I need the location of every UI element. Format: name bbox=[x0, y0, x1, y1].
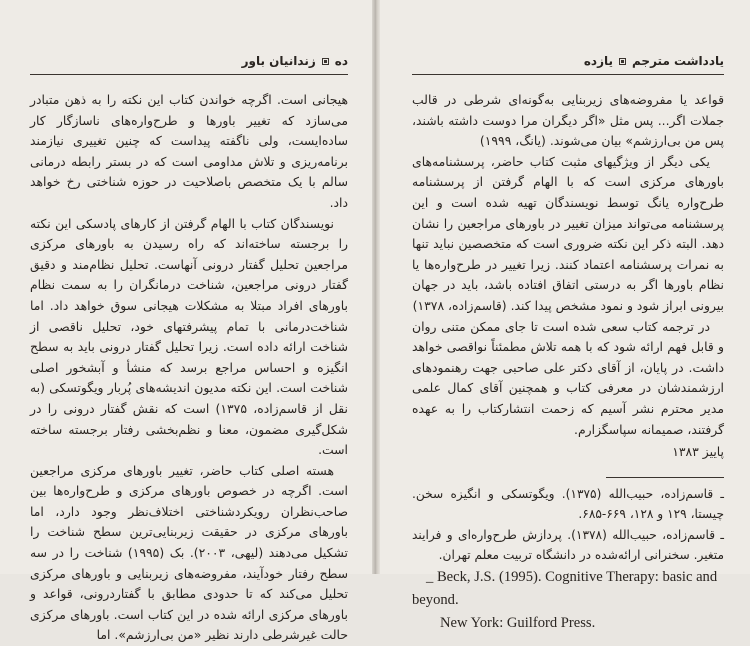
right-page bbox=[380, 0, 750, 632]
right-running-title: یادداشت مترجم bbox=[632, 54, 724, 68]
date-line: پاییز ۱۳۸۳ bbox=[672, 444, 724, 460]
left-running-head bbox=[30, 50, 348, 72]
right-running-head bbox=[412, 50, 724, 72]
reference-item-latin-continuation: New York: Guilford Press. bbox=[440, 615, 596, 632]
ornament-square-icon bbox=[322, 58, 329, 65]
right-page-number: یازده bbox=[583, 54, 614, 68]
reference-item: ـ قاسم‌زاده، حبیب‌الله (۱۳۷۵). ویگوتسکی و انگیزه سخن. چیستا، ۱۲۹ و ۱۲۸، ۶۶۹-۶۸۵. bbox=[412, 486, 724, 522]
right-header-rule bbox=[412, 74, 724, 75]
left-page-number: ده bbox=[334, 54, 348, 68]
left-header-rule bbox=[30, 74, 348, 75]
paragraph: هسته اصلی کتاب حاضر، تغییر باورهای مرکزی مراجعین است. اگرچه در خصوص باورهای مرکزی و طرح‌واره‌ها بین صاحب‌نظران رویکردشناختی اختلاف‌نظر وجود دارد، اما باورهای مرکزی در حقیقت زیربنایی‌ترین سطح شناخت را تشکیل می‌دهند (لیهی، ۲۰۰۳). بک (۱۹۹۵) شناخت را در سه سطح رفتار خودآیند، مفروضه‌های زیربنایی و باورهای مرکزی تحلیل می‌کند که تا حدودی مطابق با گفتاردرونی، قواعد و باورهای مرکزی ارائه شده در این کتاب است. باورهای مرکزی حالت غیرشرطی دارند نظیر «من بی‌ارزشم». اما bbox=[30, 462, 348, 643]
book-gutter bbox=[372, 0, 380, 574]
reference-item-latin: _ Beck, J.S. (1995). Cognitive Therapy: basic and beyond. bbox=[412, 569, 718, 609]
left-page bbox=[0, 0, 372, 643]
right-body-text bbox=[412, 90, 724, 635]
references-rule bbox=[606, 477, 724, 478]
paragraph: قواعد یا مفروضه‌های زیربنایی به‌گونه‌ای شرطی در قالب جملات اگر... پس مثل «اگر دیگران مرا دوست داشته باشند، پس من بی‌ارزشم» بیان می‌شوند. (یانگ، ۱۹۹۹) bbox=[412, 92, 724, 149]
paragraph: نویسندگان کتاب با الهام گرفتن از کارهای پادسکی این نکته را برجسته ساخته‌اند که راه رسیدن به باورهای مرکزی مراجعین تحلیل گفتار درونی آنهاست. تحلیل نظام‌مند و دقیق گفتار درونی مراجعین، شناخت درمانگران را به سمت نظام باورهای افراد مبتلا به مشکلات هیجانی سوق خواهد داد. اما شناخت‌درمانی با تمام پیشرفتهای خود، تحلیل ناقصی از شناخت ارائه داده است. زیرا تحلیل گفتار درونی باید به سطح انگیزه و احساس مراجع برسد که منشأ و آبشخور اصلی شناخت است. این نکته مدیون اندیشه‌های پُربار ویگوتسکی (به نقل از قاسم‌زاده، ۱۳۷۵) است که نقش گفتار درونی را در شکل‌گیری مضمون، معنا و نظم‌بخشی رفتار برجسته ساخته است. bbox=[30, 215, 348, 458]
left-body-text bbox=[30, 90, 348, 646]
paragraph: در ترجمه کتاب سعی شده است تا جای ممکن متنی روان و قابل فهم ارائه شود که با همه تلاش مطمئناً نواقصی خواهد داشت. در پایان، از آقای دکتر علی صاحبی جهت رهنمودهای ارزشمندشان در معرفی کتاب و همچنین آقای کمال علمی مدیر محترم نشر آسیم که زحمت انتشارکتاب را به عهده گرفتند، صمیمانه سپاسگزارم. bbox=[412, 318, 724, 437]
reference-item: ـ قاسم‌زاده، حبیب‌الله (۱۳۷۸). پردازش طرح‌واره‌ای و فرایند متغیر. سخنرانی ارائه‌شده در دانشگاه تربیت معلم تهران. bbox=[412, 527, 724, 563]
paragraph: یکی دیگر از ویژگیهای مثبت کتاب حاضر، پرسشنامه‌های باورهای مرکزی است که با الهام گرفتن از پرسشنامه طرح‌واره یانگ توسط نویسندگان تهیه شده است و این پرسشنامه می‌تواند میزان تغییر در باورهای مراجعین را نشان دهد. البته ذکر این نکته ضروری است که متخصصین نباید تنها به نمرات پرسشنامه اعتماد کنند. زیرا تغییر در طرح‌واره‌ها یا نظام باورها اگر به درستی اتفاق افتاده باشد، باید در جهان بیرونی ابراز شود و نمود مشخص پیدا کند. (قاسم‌زاده، ۱۳۷۸) bbox=[412, 153, 724, 313]
ornament-square-icon bbox=[619, 58, 626, 65]
paragraph: هیجانی است. اگرچه خواندن کتاب این نکته را به ذهن متبادر می‌سازد که تغییر باورها و طرح‌واره‌های ناسازگار کار ساده‌ایست، ولی ناگفته پیداست که چنین تغییری نیازمند برنامه‌ریزی و تلاش مداومی است که در بستر رابطه درمانی سالم با یک متخصص باصلاحیت در حوزه شناختی رخ خواهد داد. bbox=[30, 92, 348, 210]
left-running-title: زندانیان باور bbox=[241, 54, 316, 68]
